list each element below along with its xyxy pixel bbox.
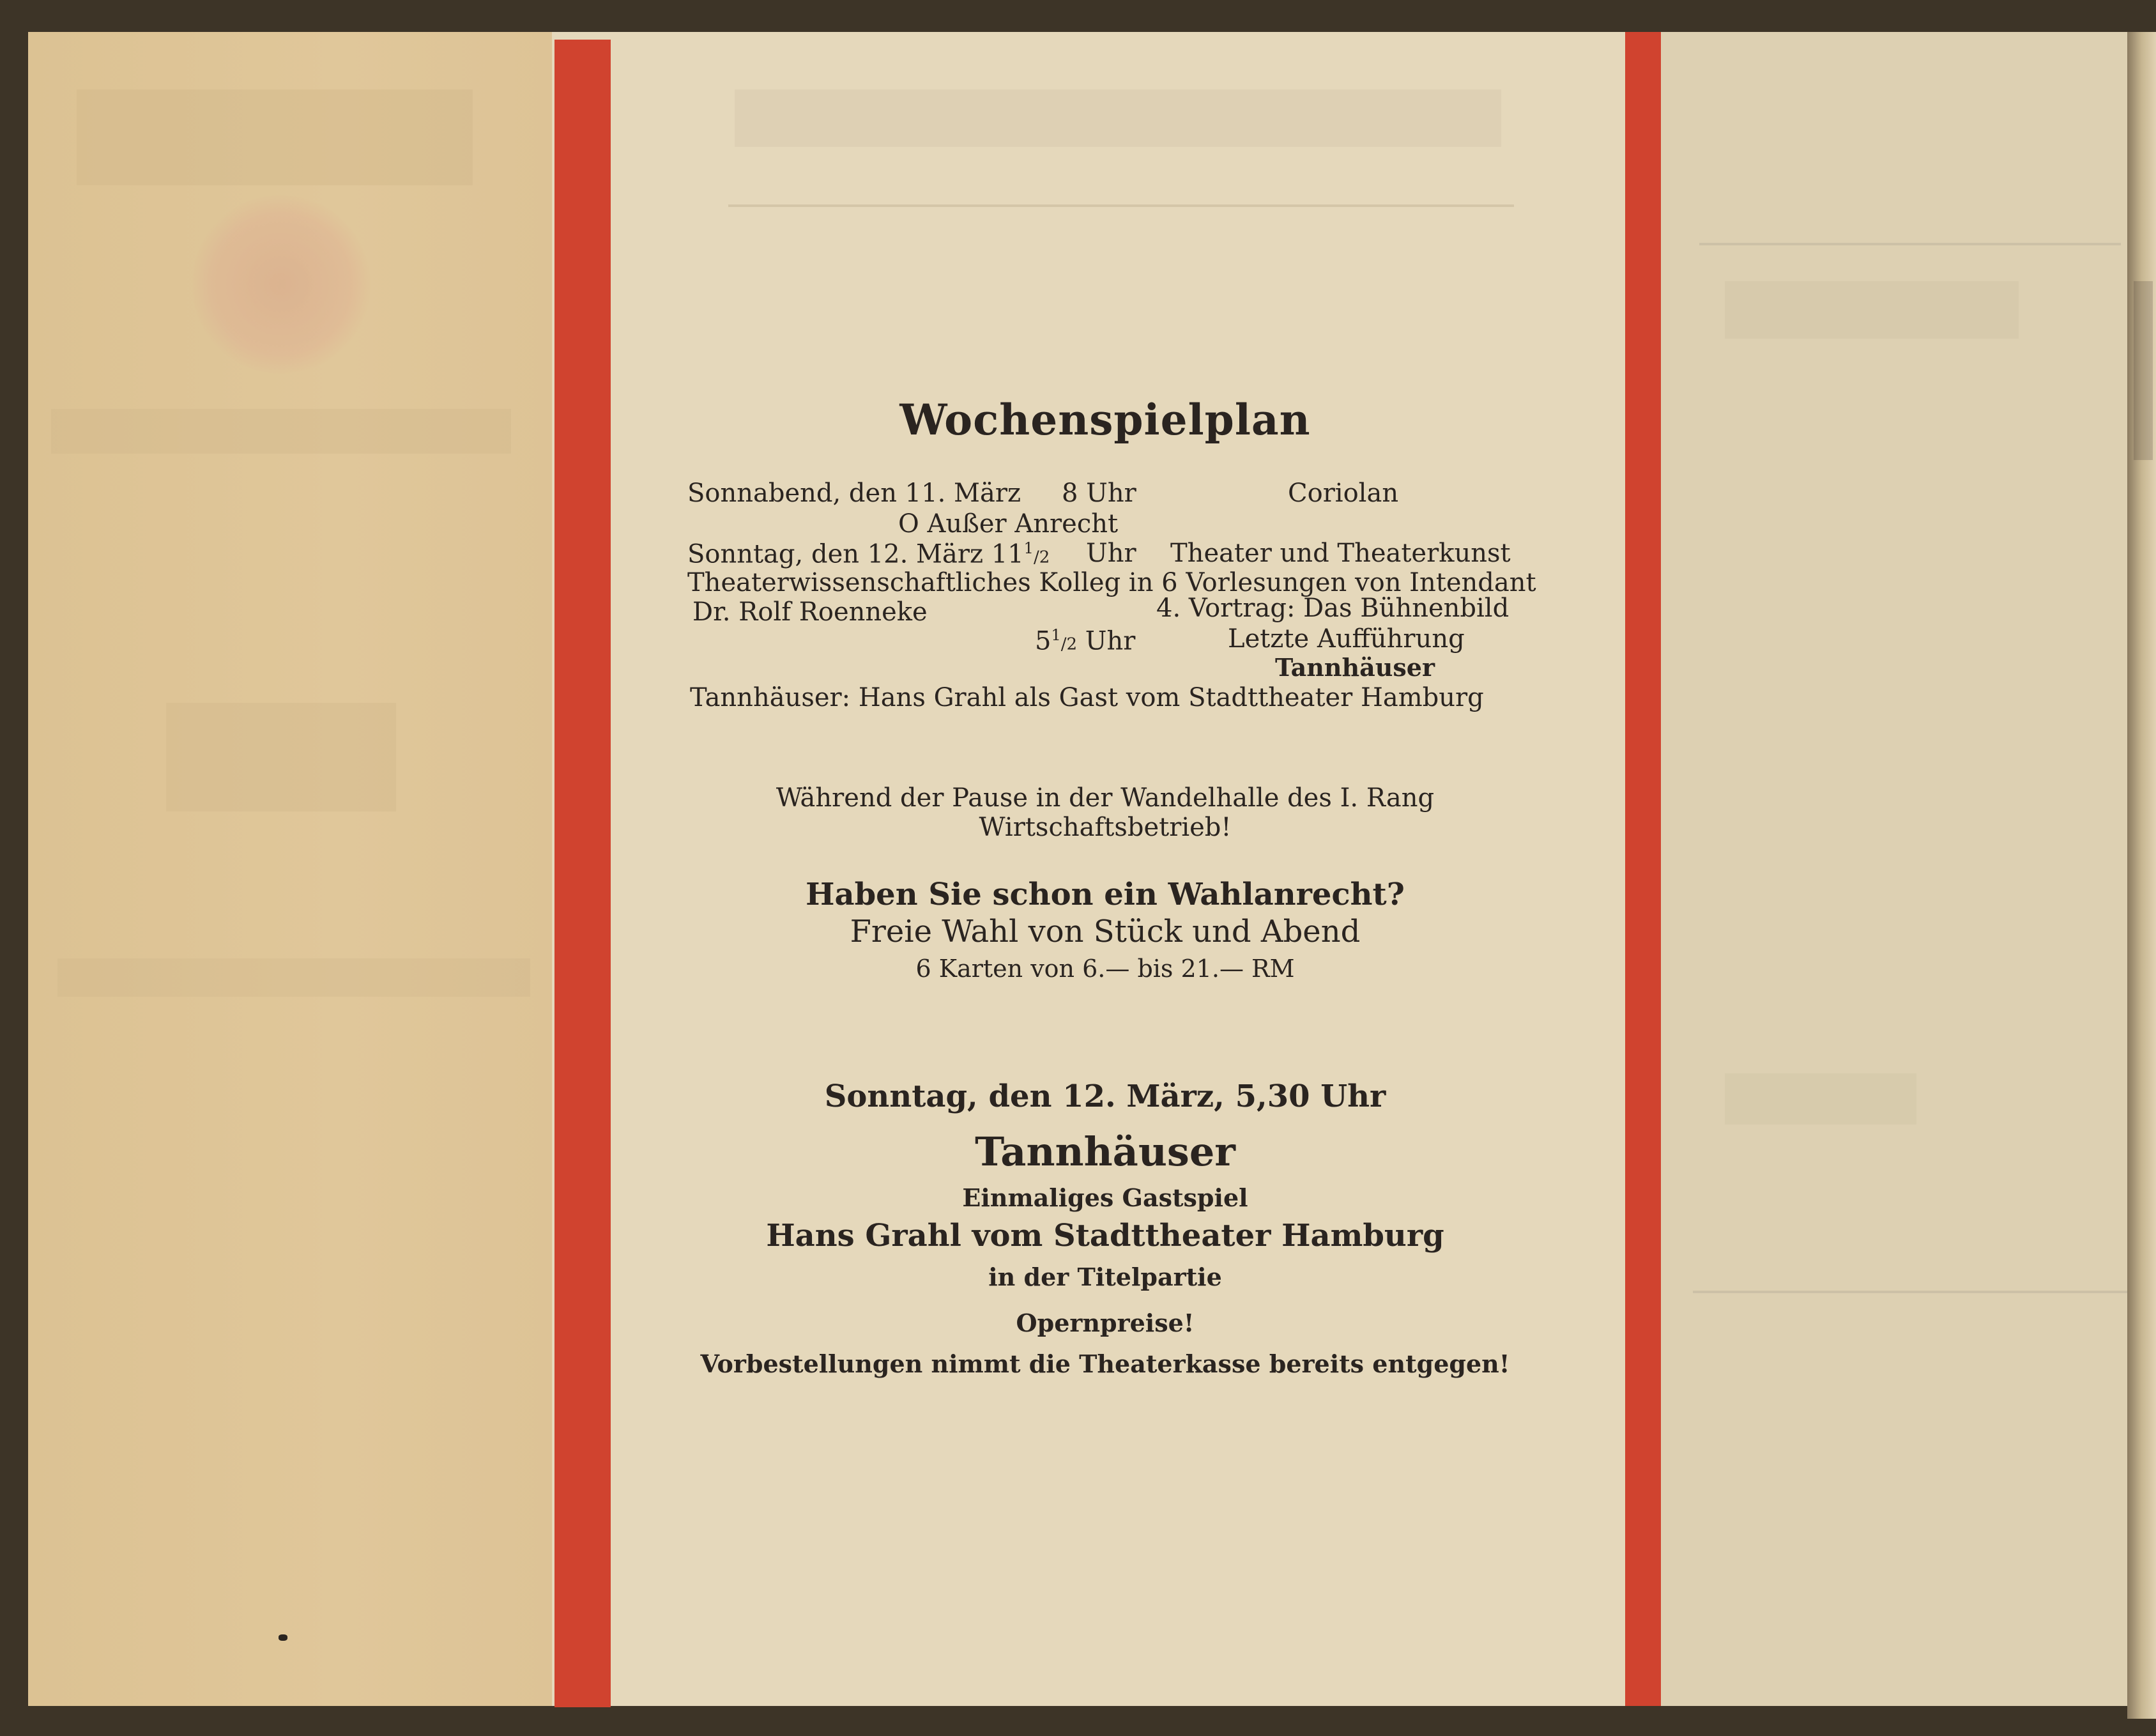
time-whole: 5 [1035,626,1051,656]
schedule-time: 8 Uhr [1062,479,1136,508]
schedule-play: Tannhäuser [1275,653,1435,682]
guest-pricing: Opernpreise! [1016,1309,1195,1337]
guest-booking: Vorbestellungen nimmt die Theaterkasse bereits entgegen! [700,1349,1510,1378]
show-through-block [166,703,396,811]
schedule-cast-note: Tannhäuser: Hans Grahl als Gast vom Stadttheater Hamburg [690,683,1484,712]
schedule-date: Sonntag, den 12. März 11 [687,539,1024,569]
red-stripe-left [554,40,611,1707]
schedule-event: Theater und Theaterkunst [1170,539,1511,568]
fraction-denominator: /2 [1033,548,1050,567]
schedule-date: Sonnabend, den 11. März [687,479,1021,508]
show-through-block [77,89,473,185]
show-through-block [1699,243,2121,245]
program-title: Wochenspielplan [899,395,1311,445]
show-through-block [2134,281,2153,460]
schedule-event: Letzte Aufführung [1228,624,1465,654]
fraction-denominator: /2 [1060,634,1078,654]
guest-date: Sonntag, den 12. März, 5,30 Uhr [824,1079,1386,1114]
show-through-block [1725,281,2019,339]
fraction-numerator: 1 [1051,626,1061,644]
show-through-block [51,409,511,454]
schedule-subscription-note: O Außer Anrecht [898,509,1119,539]
schedule-time [1035,627,1135,654]
schedule-row-date [687,541,1050,567]
show-through-block [735,89,1501,147]
schedule-play: Coriolan [1288,479,1399,508]
intermission-line: Während der Pause in der Wandelhalle des I. Rang [776,783,1435,813]
guest-singer: Hans Grahl vom Stadttheater Hamburg [766,1218,1444,1254]
promo-headline: Haben Sie schon ein Wahlanrecht? [806,877,1405,912]
show-through-block [57,958,530,997]
red-stripe-right [1625,32,1661,1706]
schedule-row-date [687,480,1021,506]
fraction-numerator: 1 [1023,539,1034,557]
program-insert [552,32,1625,1706]
schedule-time: Uhr [1086,539,1136,568]
seal-show-through [192,195,371,374]
ink-speck [279,1634,287,1641]
guest-opera-title: Tannhäuser [975,1128,1235,1175]
guest-role: in der Titelpartie [988,1263,1222,1291]
schedule-lecture: 4. Vortrag: Das Bühnenbild [1156,594,1510,623]
show-through-block [728,204,1514,207]
promo-subline: Freie Wahl von Stück und Abend [850,914,1361,949]
promo-prices: 6 Karten von 6.— bis 21.— RM [915,955,1295,983]
schedule-description: Theaterwissenschaftliches Kolleg in 6 Vorlesungen von Intendant [687,568,1536,597]
schedule-lecturer: Dr. Rolf Roenneke [692,597,928,627]
show-through-block [1693,1291,2127,1293]
guest-note: Einmaliges Gastspiel [962,1183,1248,1212]
intermission-line: Wirtschaftsbetrieb! [979,813,1232,842]
show-through-block [1725,1073,1916,1125]
time-unit: Uhr [1085,626,1136,656]
